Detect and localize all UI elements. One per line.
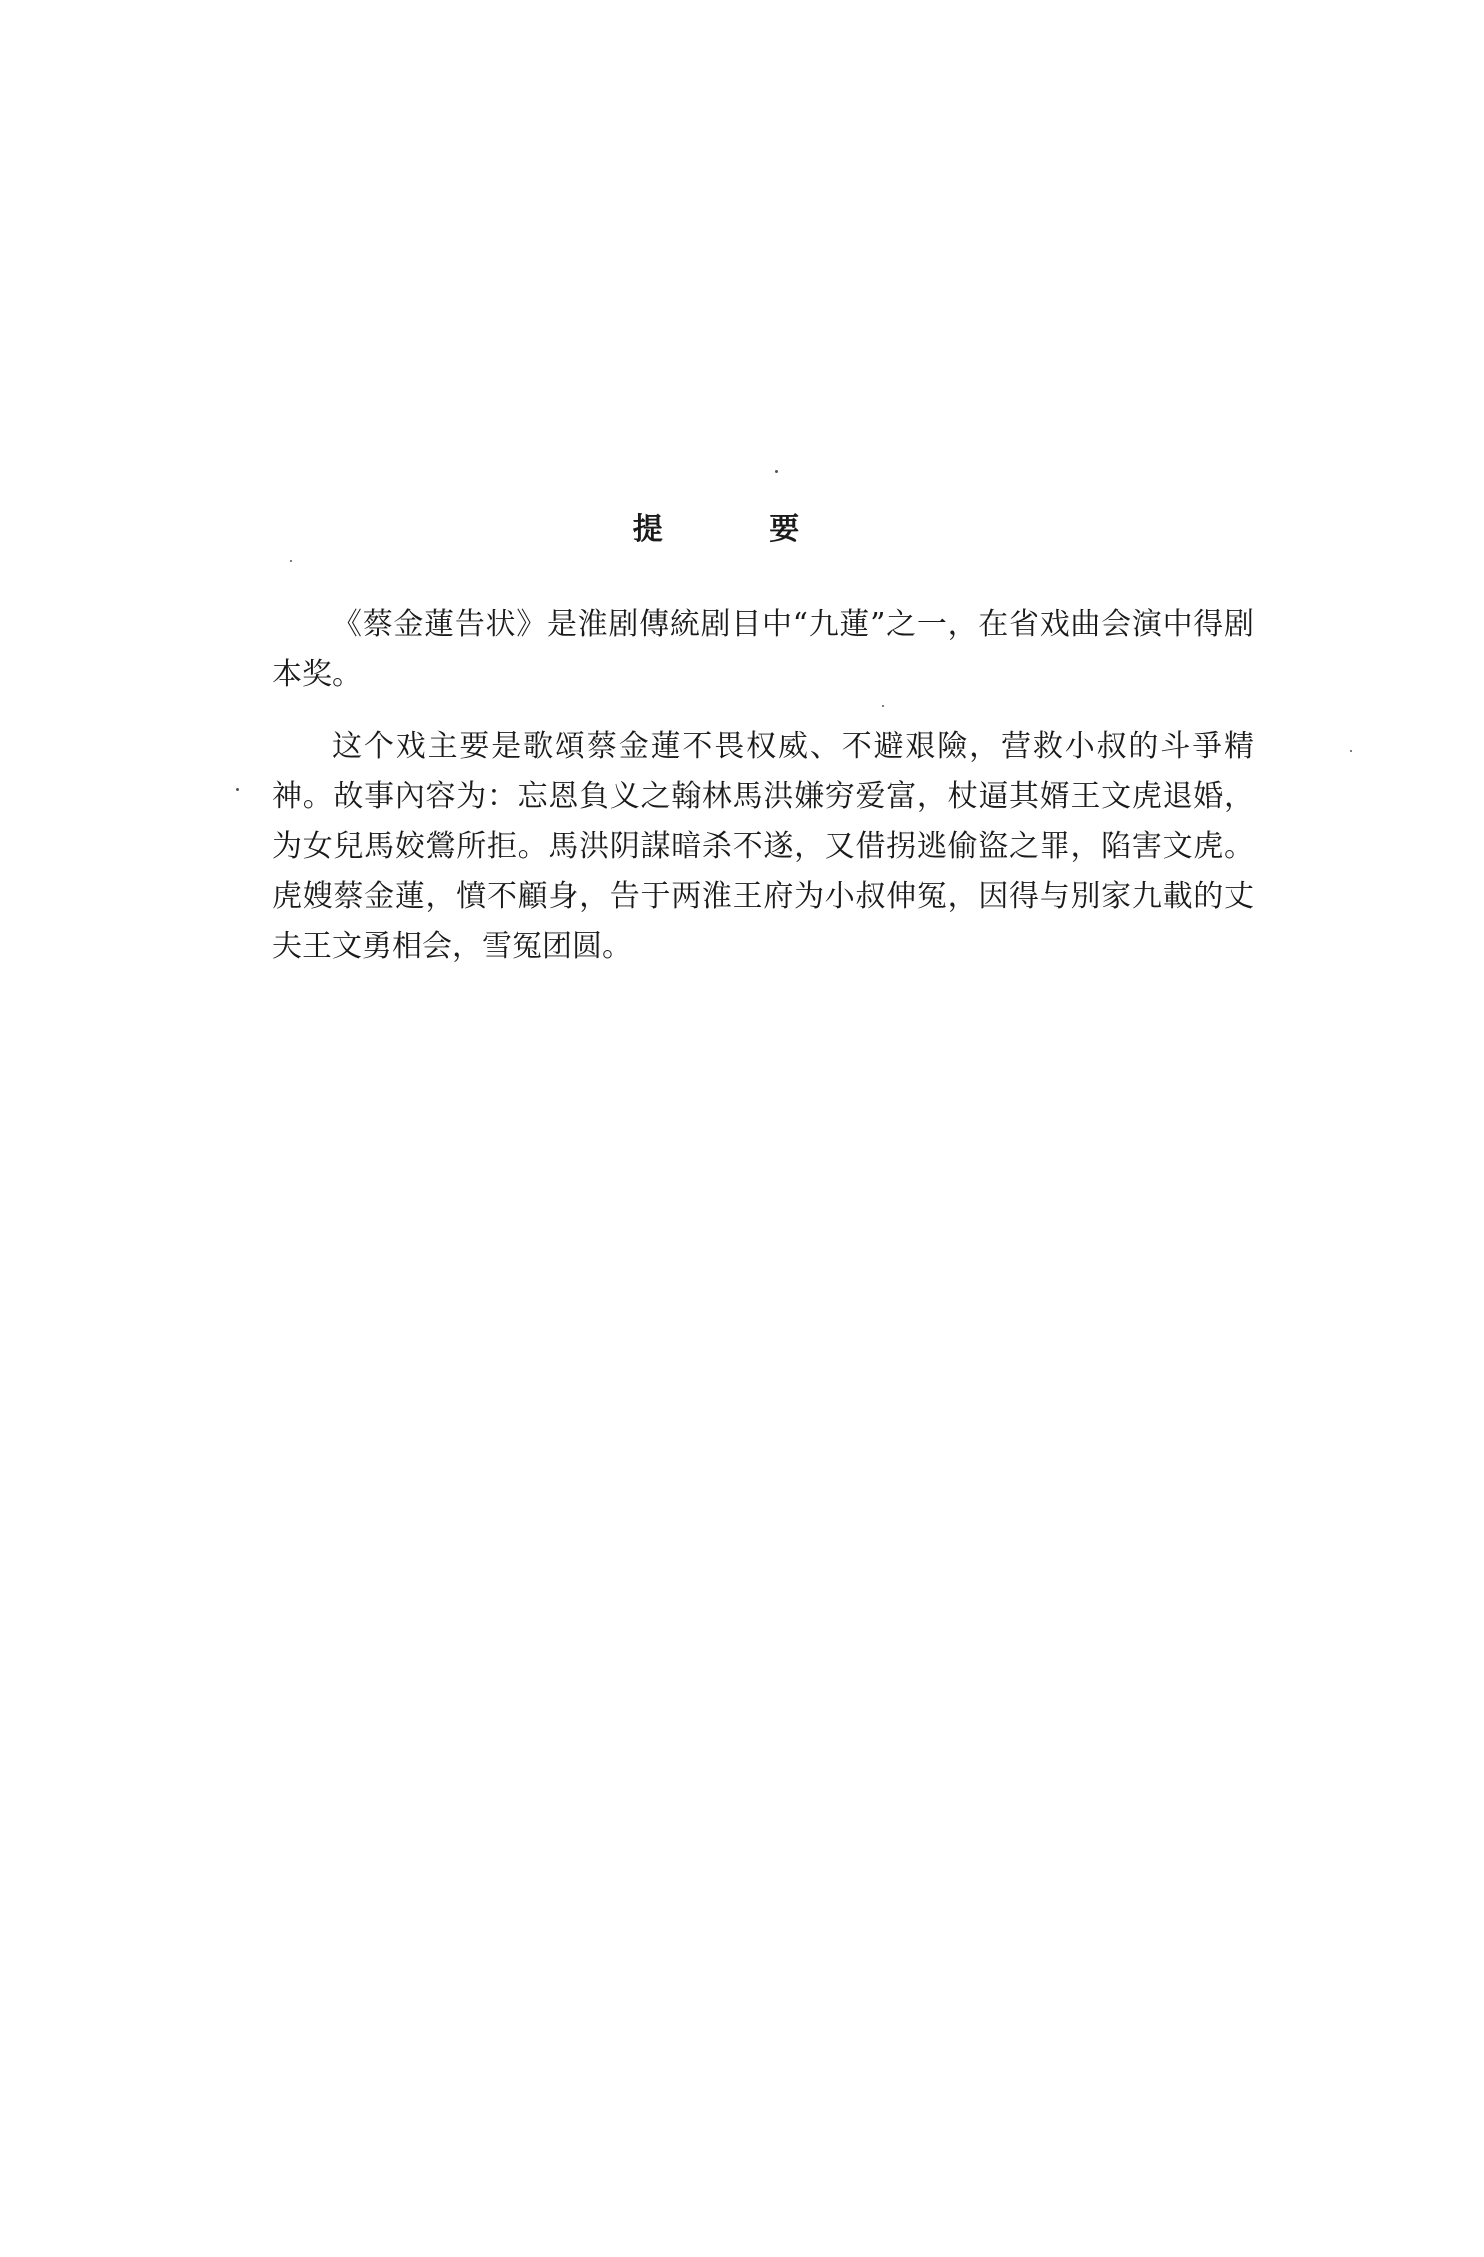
scan-speck [290,560,292,562]
scan-speck [882,705,884,707]
scan-speck [236,788,239,791]
summary-body [272,600,1254,994]
summary-paragraph-2: 这个戏主要是歌頌蔡金蓮不畏权威、不避艰險，营救小叔的斗爭精神。故事內容为：忘恩負义之翰林馬洪嫌穷爱富，杖逼其婿王文虎退婚，为女兒馬姣鶯所拒。馬洪阴謀暗杀不遂，又借拐逃偷盜之罪，陷害文虎。虎嫂蔡金蓮，憤不顧身，告于两淮王府为小叔伸冤，因得与別家九載的丈夫王文勇相会，雪冤团圆。 [272,729,1254,964]
scan-speck [1350,750,1352,752]
scan-speck [775,470,778,473]
summary-paragraph-1: 《蔡金蓮告状》是淮剧傳統剧目中“九蓮”之一，在省戏曲会演中得剧本奖。 [272,607,1254,692]
page-title: 提 要 [632,512,848,547]
